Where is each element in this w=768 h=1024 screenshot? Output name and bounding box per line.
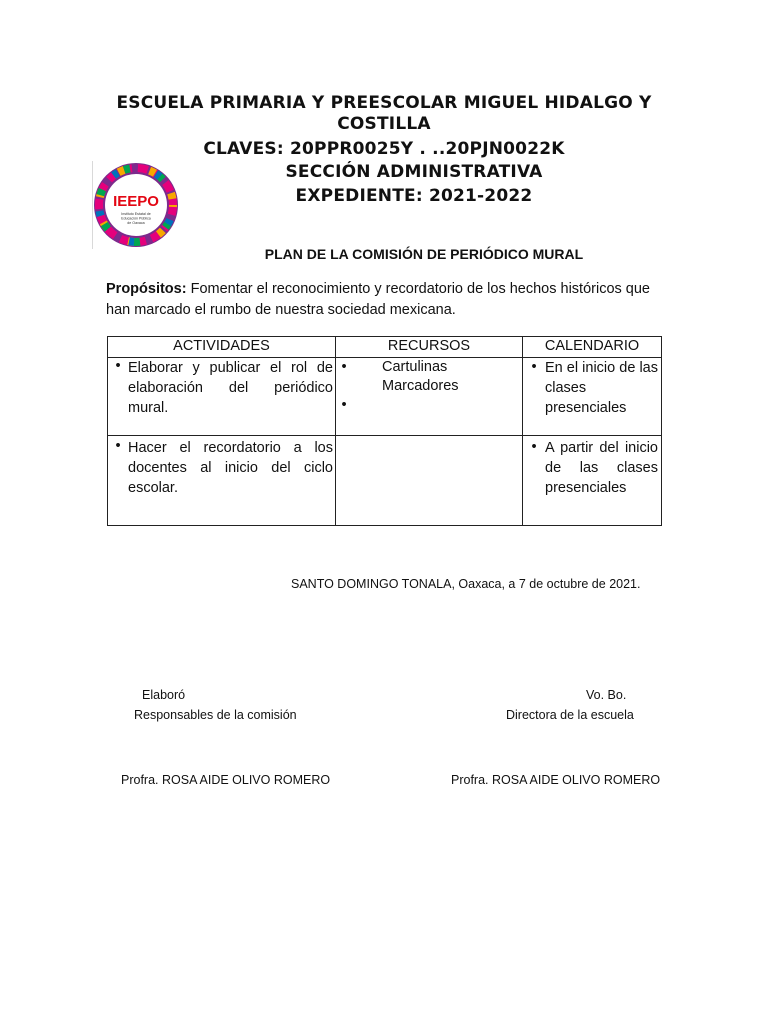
section-name: SECCIÓN ADMINISTRATIVA	[285, 162, 543, 182]
activity-text: Elaborar y publicar el rol de elaboración del periódico mural.	[128, 360, 333, 416]
bullet-icon: •	[341, 359, 347, 375]
school-name: ESCUELA PRIMARIA Y PREESCOLAR MIGUEL HIDALGO Y COSTILLA	[116, 93, 652, 134]
resources-cell	[336, 358, 523, 436]
calendar-text: A partir del inicio de las clases presenciales	[545, 440, 658, 496]
signature-left-name: Profra. ROSA AIDE OLIVO ROMERO	[121, 773, 331, 787]
purpose-label: Propósitos:	[106, 281, 187, 297]
svg-text:de Oaxaca: de Oaxaca	[127, 221, 145, 225]
purpose-text: Fomentar el reconocimiento y recordatorio de los hechos históricos que han marcado el rumbo de nuestra sociedad mexicana.	[106, 281, 650, 318]
header-actividades: ACTIVIDADES	[108, 337, 336, 358]
bullet-icon: •	[341, 397, 347, 413]
activity-cell	[108, 436, 336, 526]
signature-right-role: Directora de la escuela	[506, 708, 634, 722]
signature-right-name: Profra. ROSA AIDE OLIVO ROMERO	[451, 773, 661, 787]
activity-text: Hacer el recordatorio a los docentes al inicio del ciclo escolar.	[128, 440, 333, 496]
signature-right-label: Vo. Bo.	[586, 688, 627, 702]
header-recursos: RECURSOS	[336, 337, 523, 358]
purpose-paragraph	[106, 279, 666, 321]
table-row	[108, 436, 662, 526]
calendar-cell	[523, 358, 662, 436]
activities-table	[107, 336, 662, 526]
bullet-icon: •	[531, 439, 537, 455]
bullet-icon: •	[115, 438, 121, 454]
calendar-cell	[523, 436, 662, 526]
signature-left-role: Responsables de la comisión	[134, 708, 297, 722]
svg-text:Educación Pública: Educación Pública	[121, 216, 151, 221]
resource-item: Marcadores	[382, 378, 459, 394]
calendar-text: En el inicio de las clases presenciales	[545, 360, 658, 416]
header-calendario: CALENDARIO	[523, 337, 662, 358]
activity-cell	[108, 358, 336, 436]
resources-cell	[336, 436, 523, 526]
school-claves: CLAVES: 20PPR0025Y . ..20PJN0022K	[203, 139, 565, 159]
place-date: SANTO DOMINGO TONALA, Oaxaca, a 7 de octubre de 2021.	[291, 577, 641, 591]
table-row	[108, 358, 662, 436]
bullet-icon: •	[531, 359, 537, 375]
logo-text: IEEPO	[113, 193, 159, 210]
expediente: EXPEDIENTE: 2021-2022	[295, 186, 533, 206]
svg-text:Instituto Estatal de: Instituto Estatal de	[121, 212, 151, 216]
plan-title: PLAN DE LA COMISIÓN DE PERIÓDICO MURAL	[264, 246, 584, 262]
bullet-icon: •	[115, 358, 121, 374]
ieepo-logo	[93, 162, 179, 248]
resource-item: Cartulinas	[382, 359, 448, 375]
signature-left-label: Elaboró	[142, 688, 186, 702]
